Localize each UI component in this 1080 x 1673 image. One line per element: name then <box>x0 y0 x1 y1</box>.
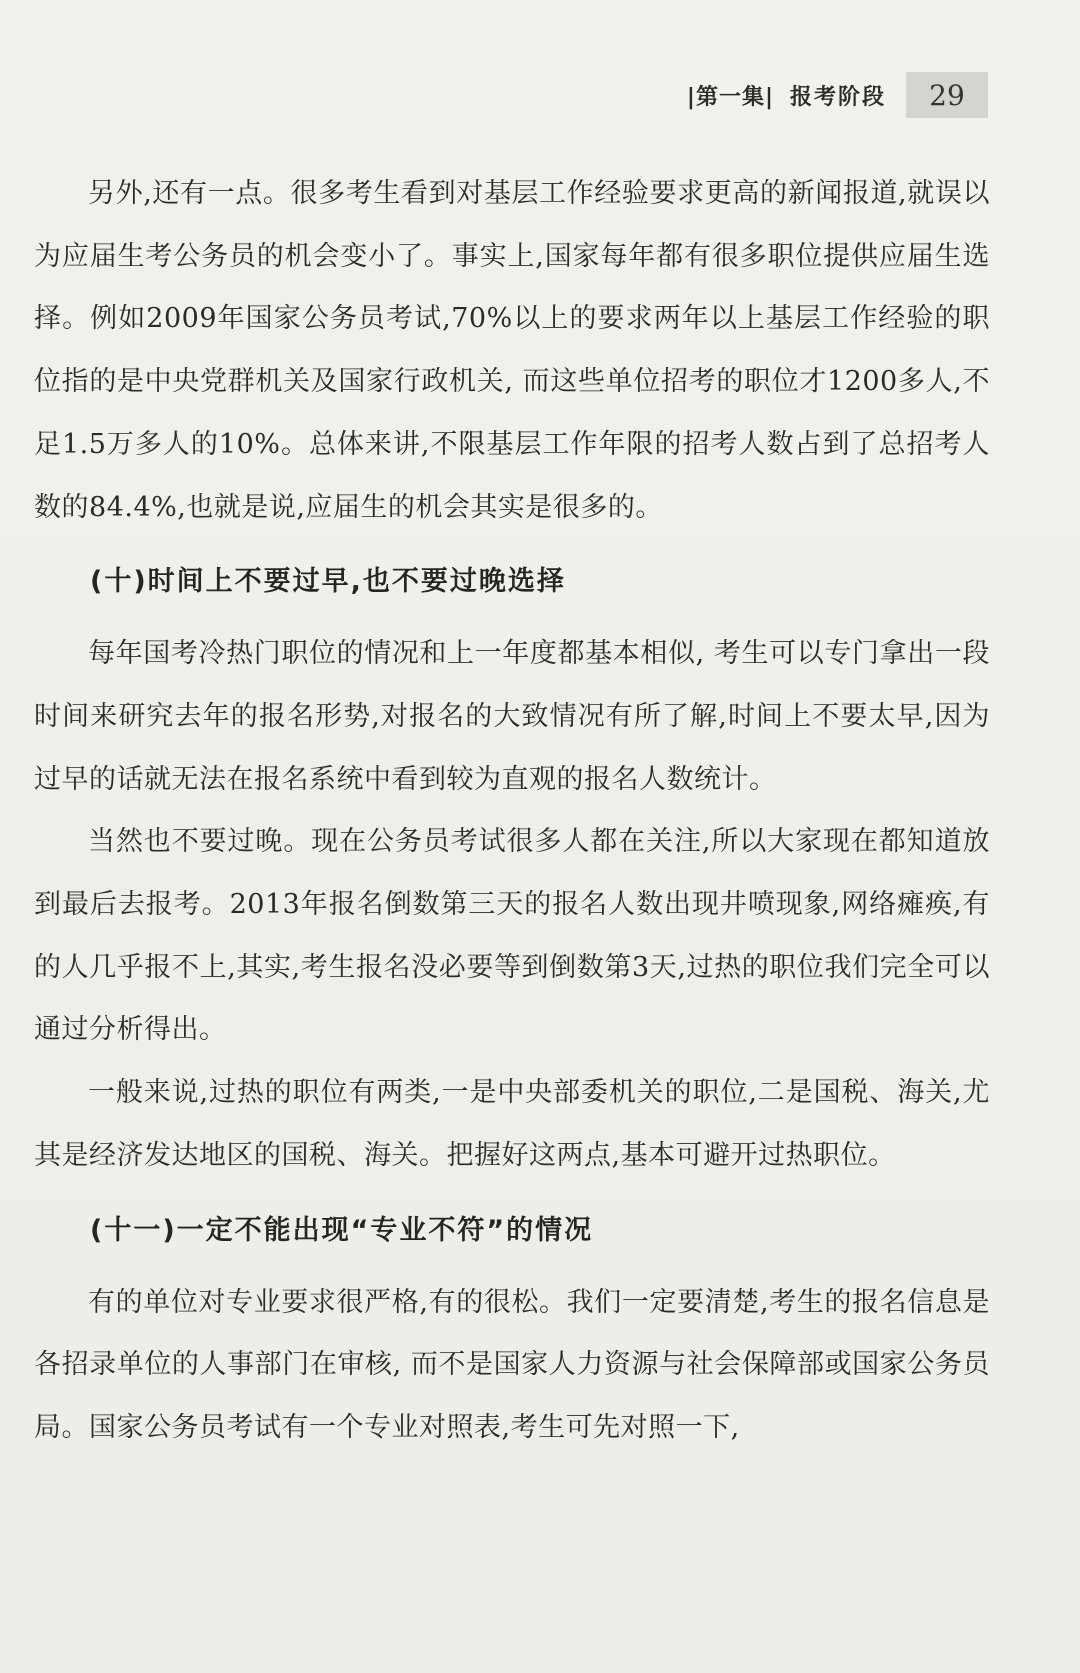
section-heading: (十一)一定不能出现“专业不符”的情况 <box>90 1214 594 1246</box>
chapter-label: |第一集| <box>686 84 774 110</box>
page-number: 29 <box>906 72 988 118</box>
paragraph: 有的单位对专业要求很严格,有的很松。我们一定要清楚,考生的报名信息是各招录单位的人事部门在审核, 而不是国家人力资源与社会保障部或国家公务员局。国家公务员考试有一个专业对照表,考生可先对照一下, <box>34 1286 990 1443</box>
section-label: 报考阶段 <box>789 84 886 110</box>
paragraph: 另外,还有一点。很多考生看到对基层工作经验要求更高的新闻报道,就误以为应届生考公务员的机会变小了。事实上,国家每年都有很多职位提供应届生选择。例如2009年国家公务员考试,70%以上的要求两年以上基层工作经验的职位指的是中央党群机关及国家行政机关, 而这些单位招考的职位才1200多人,不足1.5万多人的10%。总体来讲,不限基层工作年限的招考人数占到了总招考人数的84.4%,也就是说,应届生的机会其实是很多的。 <box>34 178 990 523</box>
paragraph: 当然也不要过晚。现在公务员考试很多人都在关注,所以大家现在都知道放到最后去报考。2013年报名倒数第三天的报名人数出现井喷现象,网络瘫痪,有的人几乎报不上,其实,考生报名没必要等到倒数第3天,过热的职位我们完全可以通过分析得出。 <box>34 826 990 1046</box>
page-body <box>34 163 990 1460</box>
paragraph: 一般来说,过热的职位有两类,一是中央部委机关的职位,二是国税、海关,尤其是经济发达地区的国税、海关。把握好这两点,基本可避开过热职位。 <box>34 1077 990 1171</box>
section-heading: (十)时间上不要过早,也不要过晚选择 <box>90 566 566 598</box>
running-header <box>687 70 988 120</box>
paragraph: 每年国考冷热门职位的情况和上一年度都基本相似, 考生可以专门拿出一段时间来研究去年的报名形势,对报名的大致情况有所了解,时间上不要太早,因为过早的话就无法在报名系统中看到较为直观的报名人数统计。 <box>34 638 990 795</box>
